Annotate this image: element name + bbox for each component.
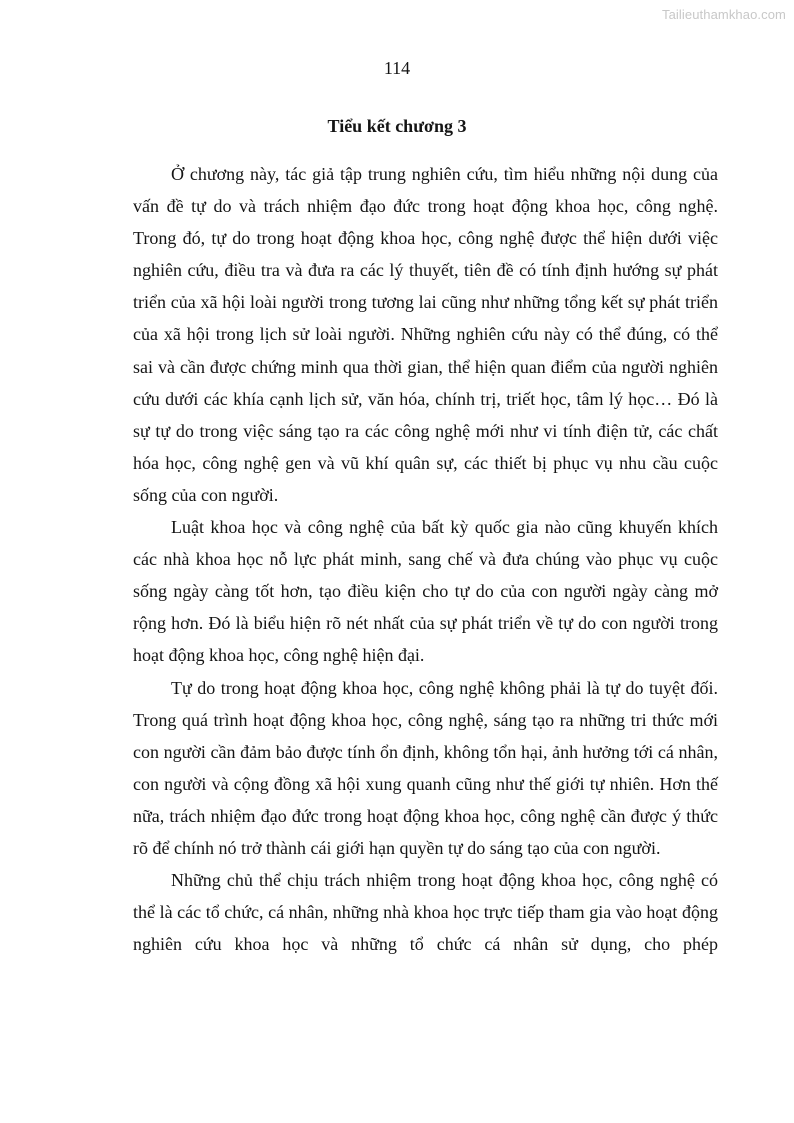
watermark: Tailieuthamkhao.com bbox=[661, 7, 786, 22]
paragraph-4: Những chủ thể chịu trách nhiệm trong hoạt động khoa học, công nghệ có thể là các tổ chức, cá nhân, những nhà khoa học trực tiếp tham gia vào hoạt động nghiên cứu khoa học và những tổ chức cá nhân sử dụng, cho phép bbox=[133, 870, 718, 955]
body-text bbox=[133, 158, 718, 960]
paragraph-1: Ở chương này, tác giả tập trung nghiên cứu, tìm hiểu những nội dung của vấn đề tự do và trách nhiệm đạo đức trong hoạt động khoa học, công nghệ. Trong đó, tự do trong hoạt động khoa học, công nghệ được thể hiện dưới việc nghiên cứu, điều tra và đưa ra các lý thuyết, tiên đề có tính định hướng sự phát triển của xã hội loài người trong tương lai cũng như những tổng kết sự phát triển của xã hội trong lịch sử loài người. Những nghiên cứu này có thể đúng, có thể sai và cần được chứng minh qua thời gian, thể hiện quan điểm của người nghiên cứu dưới các khía cạnh lịch sử, văn hóa, chính trị, triết học, tâm lý học… Đó là sự tự do trong việc sáng tạo ra các công nghệ mới như vi tính điện tử, các chất hóa học, công nghệ gen và vũ khí quân sự, các thiết bị phục vụ nhu cầu cuộc sống của con người. bbox=[133, 164, 718, 505]
chapter-title: Tiểu kết chương 3 bbox=[327, 116, 467, 136]
paragraph-2: Luật khoa học và công nghệ của bất kỳ quốc gia nào cũng khuyến khích các nhà khoa học nỗ lực phát minh, sang chế và đưa chúng vào phục vụ cuộc sống ngày càng tốt hơn, tạo điều kiện cho tự do của con người ngày càng mở rộng hơn. Đó là biểu hiện rõ nét nhất của sự phát triển về tự do con người trong hoạt động khoa học, công nghệ hiện đại. bbox=[133, 517, 718, 666]
paragraph-3: Tự do trong hoạt động khoa học, công nghệ không phải là tự do tuyệt đối. Trong quá trình hoạt động khoa học, công nghệ, sáng tạo ra những tri thức mới con người cần đảm bảo được tính ổn định, không tổn hại, ảnh hưởng tới cá nhân, con người và cộng đồng xã hội xung quanh cũng như thế giới tự nhiên. Hơn thế nữa, trách nhiệm đạo đức trong hoạt động khoa học, công nghệ cần được ý thức rõ để chính nó trở thành cái giới hạn quyền tự do sáng tạo của con người. bbox=[133, 677, 718, 858]
page-number: 114 bbox=[383, 58, 411, 78]
